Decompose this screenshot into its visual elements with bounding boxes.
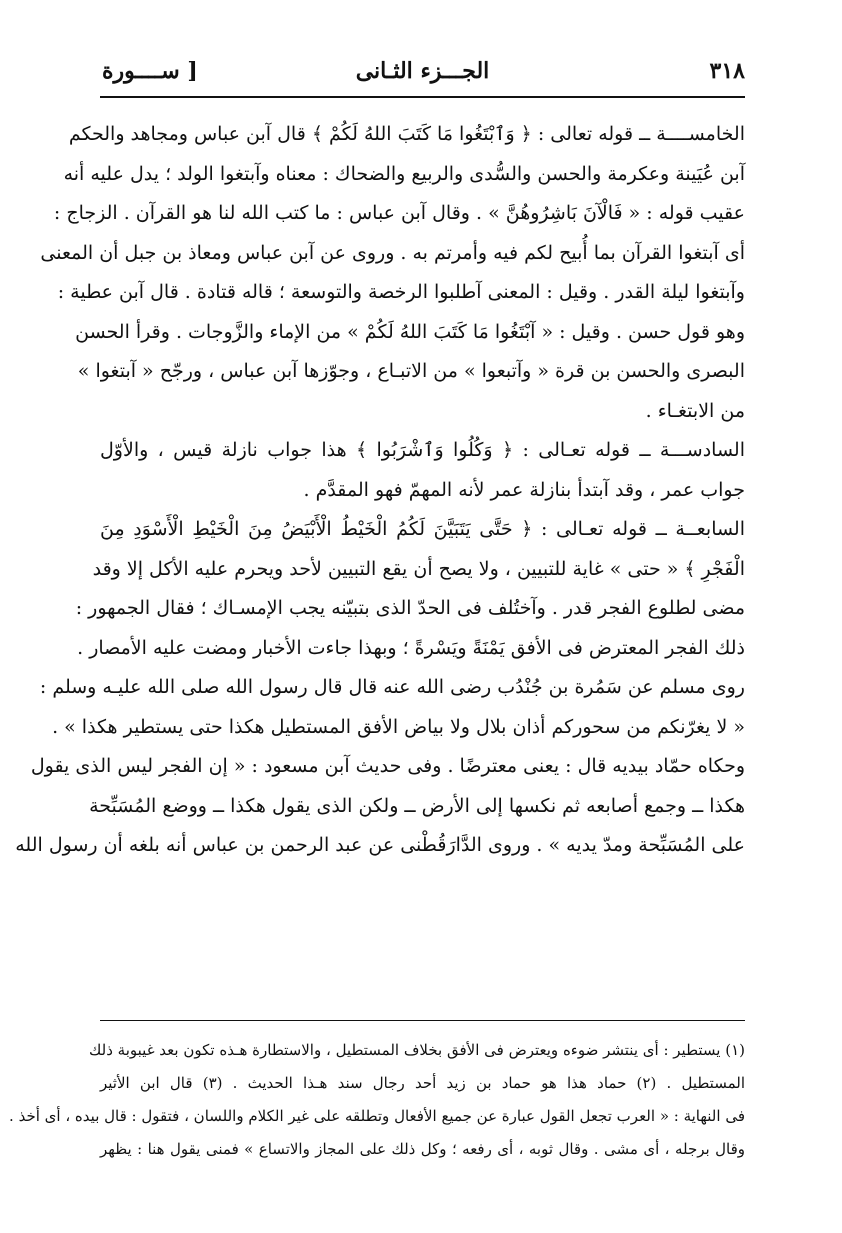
- footnote-line: وقال برجله ، أى مشى . وقال ثوبه ، أى رفعه ؛ وكل ذلك على المجاز والاتساع » فمنى يقول هنا : يظهر: [100, 1140, 745, 1158]
- text-line: السابعــة ــ قوله تعـالى : ﴿ حَتَّى يَتَبَيَّنَ لَكُمُ الْخَيْطُ الْأَبْيَضُ مِنَ الْخَيْطِ الْأَسْوَدِ مِنَ: [100, 518, 745, 540]
- text-line: على المُسَبِّحة ومدّ يديه » . وروى الدَّارَقُطْنى عن عبد الرحمن بن عباس أنه بلغه أن رسول الله: [15, 834, 745, 856]
- text-line: آبن عُيَينة وعكرمة والحسن والسُّدى والربيع والضحاك : معناه وآبتغوا الولد ؛ يدل عليه أنه: [63, 162, 745, 185]
- text-line: من الابتغـاء .: [645, 399, 745, 422]
- text-line: هكذا ــ وجمع أصابعه ثم نكسها إلى الأرض ــ ولكن الذى يقول هكذا ــ ووضع المُسَبِّحة: [89, 794, 745, 817]
- text-line: عقيب قوله : « فَالْآنَ بَاشِرُوهُنَّ » . وقال آبن عباس : ما كتب الله لنا هو القرآن . الزجاج :: [53, 202, 745, 224]
- main-text: [15, 115, 745, 866]
- part-title: الجـــزء الثـانى: [355, 58, 490, 84]
- running-head: [ ســــورة: [102, 58, 198, 84]
- text-line: جواب عمر ، وقد آبتدأ بنازلة عمر لأنه المهمّ فهو المقدَّم .: [303, 478, 745, 501]
- text-line: وهو قول حسن . وقيل : « آبْتَغُوا مَا كَتَبَ اللهُ لَكُمْ » من الإماء والزَّوجات . وقرأ الحسن: [75, 320, 745, 343]
- text-line: وآبتغوا ليلة القدر . وقيل : المعنى آطلبوا الرخصة والتوسعة ؛ قاله قتادة . قال آبن عطية :: [57, 281, 745, 303]
- text-line: مضى لطلوع الفجر قدر . وآختُلف فى الحدّ الذى بتبيّنه يجب الإمسـاك ؛ فقال الجمهور :: [75, 597, 745, 619]
- footnote-line: المستطيل . (٢) حماد هذا هو حماد بن زيد أحد رجال سند هـذا الحديث . (٣) قال ابن الأثير: [100, 1074, 745, 1092]
- text-line: الخامســــة ــ قوله تعالى : ﴿ وَٱبْتَغُوا مَا كَتَبَ اللهُ لَكُمْ ﴾ قال آبن عباس ومجاهد والحكم: [68, 123, 745, 145]
- header-rule: [100, 96, 745, 98]
- text-line: ذلك الفجر المعترض فى الأفق يَمْنَةً ويَسْرةً ؛ وبهذا جاءت الأخبار ومضت عليه الأمصار .: [77, 636, 745, 659]
- text-line: الْفَجْرِ ﴾ « حتى » غاية للتبيين ، ولا يصح أن يقع التبيين لأحد ويحرم عليه الأكل إلا وقد: [92, 557, 745, 580]
- footnotes: [9, 1034, 745, 1166]
- footnote-rule: [100, 1020, 745, 1021]
- text-line: وحكاه حمّاد بيديه قال : يعنى معترضًا . وفى حديث آبن مسعود : « إن الفجر ليس الذى يقول: [30, 755, 745, 777]
- text-line: روى مسلم عن سَمُرة بن جُنْدُب رضى الله عنه قال قال رسول الله صلى الله عليـه وسلم :: [39, 676, 745, 698]
- footnote-line: (١) يستطير : أى ينتشر ضوءه ويعترض فى الأفق بخلاف المستطيل ، والاستطارة هـذه تكون بعد غيبوبة ذلك: [89, 1041, 745, 1059]
- page-header: [100, 52, 745, 92]
- text-line: أى آبتغوا القرآن بما أُبيح لكم فيه وأمرتم به . وروى عن آبن عباس ومعاذ بن جبل أن المعنى: [40, 241, 745, 264]
- text-line: السادســـة ــ قوله تعـالى : ﴿ وَكُلُوا وَٱشْرَبُوا ﴾ هذا جواب نازلة قيس ، والأوّل: [100, 439, 745, 461]
- text-line: « لا يغرّنكم من سحوركم أذان بلال ولا بياض الأفق المستطيل هكذا حتى يستطير هكذا » .: [52, 715, 745, 738]
- footnote-line: فى النهاية : « العرب تجعل القول عبارة عن جميع الأفعال وتطلقه على غير الكلام واللسان ، فتقول : قال بيده ، أى أخذ .: [9, 1107, 745, 1125]
- page-number: ٣١٨: [709, 58, 745, 84]
- text-line: البصرى والحسن بن قرة « وآتبعوا » من الاتبـاع ، وجوّزها آبن عباس ، ورجّح « آبتغوا »: [77, 360, 745, 382]
